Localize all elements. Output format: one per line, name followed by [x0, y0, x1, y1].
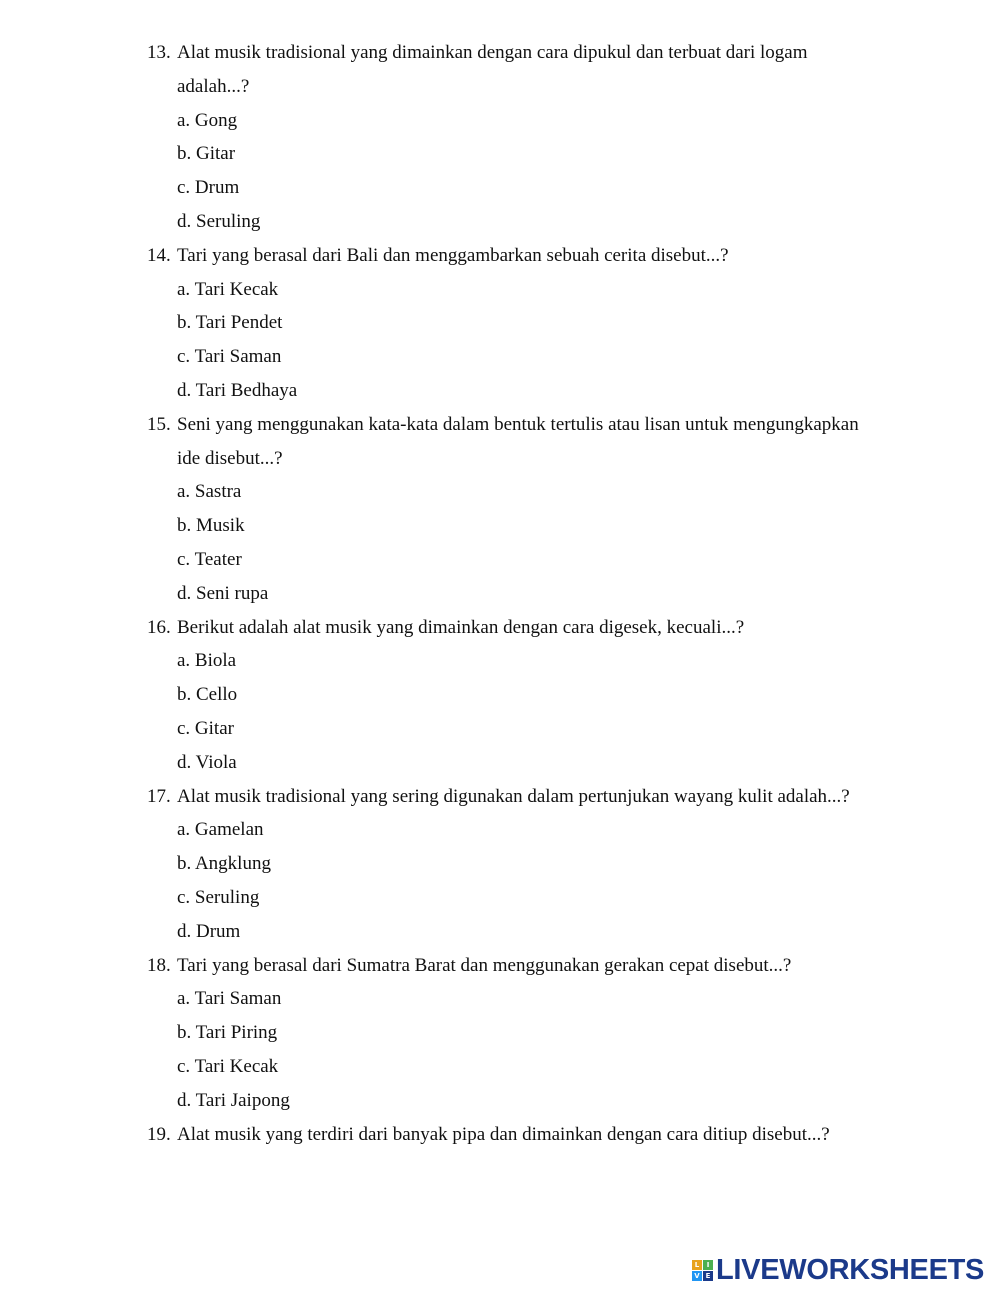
answer-option	[0, 509, 1000, 543]
question-line	[0, 36, 1000, 70]
answer-option-text: d. Drum	[177, 920, 241, 942]
brand-wordmark: LIVEWORKSHEETS	[716, 1253, 985, 1286]
question-number: 13.	[147, 42, 171, 63]
question-line-continued	[0, 70, 1000, 104]
question-text: Tari yang berasal dari Sumatra Barat dan menggunakan gerakan cepat disebut...?	[177, 954, 792, 976]
answer-option-text: a. Gamelan	[177, 819, 264, 841]
answer-option-text: b. Angklung	[177, 853, 271, 875]
answer-option	[0, 712, 1000, 746]
question-text: Alat musik tradisional yang sering digunakan dalam pertunjukan wayang kulit adalah...?	[177, 785, 850, 807]
answer-option-text: c. Teater	[177, 549, 242, 570]
answer-option	[0, 205, 1000, 239]
answer-option	[0, 1016, 1000, 1050]
answer-option	[0, 374, 1000, 408]
question-line	[0, 408, 1000, 442]
answer-option-text: b. Cello	[177, 684, 238, 706]
liveworksheets-brand	[692, 1252, 984, 1288]
question-text: ide disebut...?	[177, 447, 283, 469]
question-number: 15.	[147, 413, 171, 435]
answer-option-text: b. Gitar	[177, 143, 236, 165]
question-text: Alat musik yang terdiri dari banyak pipa dan dimainkan dengan cara ditiup disebut...?	[177, 1123, 830, 1145]
answer-option	[0, 746, 1000, 780]
answer-option	[0, 104, 1000, 138]
answer-option-text: d. Tari Bedhaya	[177, 380, 298, 401]
question-line-continued	[0, 442, 1000, 476]
question-text: Seni yang menggunakan kata-kata dalam bentuk tertulis atau lisan untuk mengungkapkan	[177, 413, 859, 435]
answer-option-text: a. Sastra	[177, 481, 242, 503]
answer-option-text: c. Drum	[177, 177, 240, 199]
question-number: 17.	[147, 785, 171, 807]
question-text: Tari yang berasal dari Bali dan menggambarkan sebuah cerita disebut...?	[177, 244, 729, 266]
answer-option	[0, 644, 1000, 678]
answer-option	[0, 475, 1000, 509]
question-line	[0, 949, 1000, 983]
answer-option-text: a. Tari Saman	[177, 988, 282, 1010]
answer-option	[0, 915, 1000, 949]
answer-option	[0, 1050, 1000, 1084]
answer-option	[0, 273, 1000, 307]
answer-option-text: d. Viola	[177, 751, 237, 773]
answer-option	[0, 881, 1000, 915]
answer-option-text: c. Tari Saman	[177, 346, 282, 368]
answer-option	[0, 678, 1000, 712]
answer-option-text: b. Tari Piring	[177, 1022, 278, 1044]
question-line	[0, 1118, 1000, 1152]
answer-option-text: b. Musik	[177, 515, 245, 537]
answer-option-text: d. Tari Jaipong	[177, 1089, 290, 1111]
answer-option-text: a. Tari Kecak	[177, 278, 279, 300]
logo-cell: L	[692, 1260, 702, 1270]
question-number: 18.	[147, 954, 171, 976]
answer-option	[0, 1084, 1000, 1118]
question-line	[0, 780, 1000, 814]
answer-option-text: a. Gong	[177, 109, 238, 131]
answer-option	[0, 137, 1000, 171]
question-line	[0, 611, 1000, 645]
answer-option-text: c. Seruling	[177, 887, 260, 908]
question-text: Alat musik tradisional yang dimainkan dengan cara dipukul dan terbuat dari logam	[177, 42, 808, 63]
question-text: adalah...?	[177, 75, 250, 97]
answer-option-text: b. Tari Pendet	[177, 312, 283, 334]
answer-option-text: c. Gitar	[177, 718, 234, 739]
answer-option	[0, 543, 1000, 577]
logo-cell: E	[703, 1271, 713, 1281]
question-line	[0, 239, 1000, 273]
answer-option	[0, 847, 1000, 881]
question-number: 19.	[147, 1123, 171, 1145]
logo-cell: I	[703, 1260, 713, 1270]
question-number: 14.	[147, 244, 171, 266]
question-text: Berikut adalah alat musik yang dimainkan dengan cara digesek, kecuali...?	[177, 616, 745, 638]
liveworksheets-logo-icon	[692, 1260, 713, 1281]
answer-option	[0, 577, 1000, 611]
logo-cell: V	[692, 1271, 702, 1281]
answer-option	[0, 306, 1000, 340]
question-number: 16.	[147, 616, 171, 638]
answer-option	[0, 171, 1000, 205]
answer-option	[0, 340, 1000, 374]
answer-option-text: c. Tari Kecak	[177, 1056, 279, 1077]
answer-option	[0, 813, 1000, 847]
answer-option-text: d. Seruling	[177, 211, 261, 232]
answer-option-text: d. Seni rupa	[177, 582, 269, 604]
answer-option-text: a. Biola	[177, 650, 237, 672]
answer-option	[0, 982, 1000, 1016]
